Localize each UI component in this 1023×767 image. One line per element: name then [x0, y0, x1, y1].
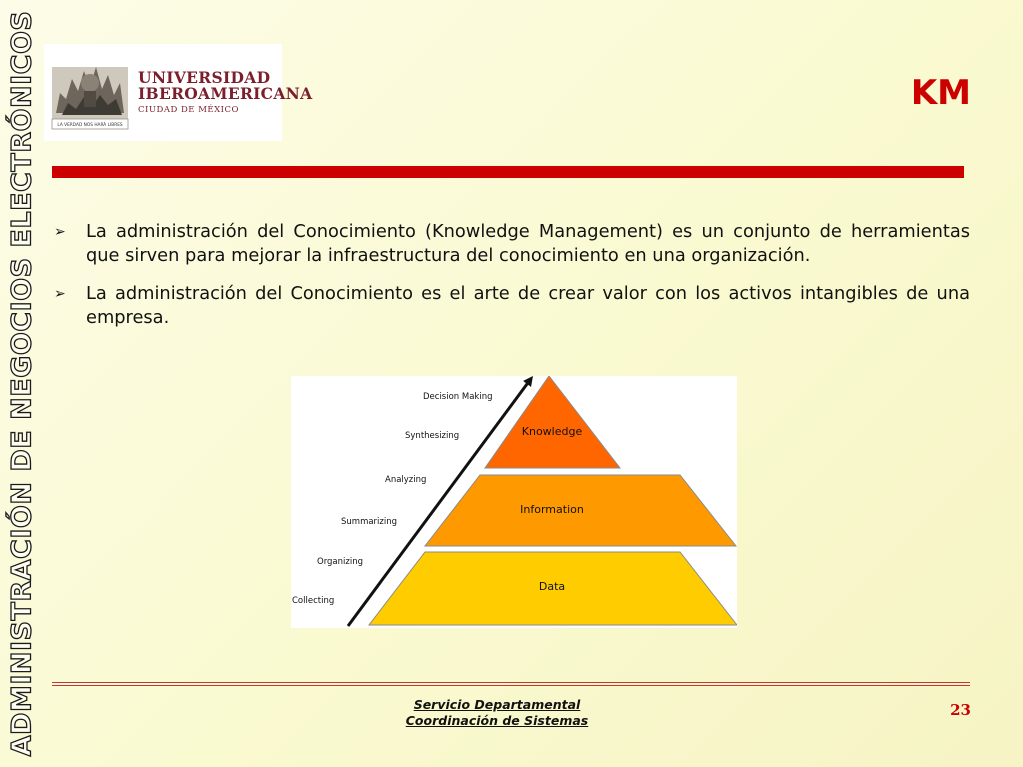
title-divider [52, 166, 964, 178]
step-label-synthesizing: Synthesizing [405, 431, 460, 441]
bullet-item [52, 220, 970, 268]
footer-line-1: Servicio Departamental [413, 697, 581, 712]
page-number: 23 [950, 701, 971, 719]
step-label-organizing: Organizing [317, 557, 363, 567]
footer-line-2: Coordinación de Sistemas [405, 713, 589, 728]
bullet-text: La administración del Conocimiento (Knowledge Management) es un conjunto de herramientas que sirven para mejorar la infraestructura del conocimiento en una organización. [86, 221, 970, 266]
step-label-decision-making: Decision Making [423, 392, 493, 402]
step-label-collecting: Collecting [292, 596, 335, 606]
logo-text [138, 67, 313, 116]
logo-line-3: CIUDAD DE MÉXICO [138, 105, 240, 116]
level-label-data: Data [538, 580, 566, 593]
side-title [2, 0, 42, 767]
footer-divider [52, 685, 970, 686]
side-title-text: ADMINISTRACIÓN DE NEGOCIOS ELECTRÓNICOS [6, 10, 38, 757]
step-label-analyzing: Analyzing [385, 475, 427, 485]
footer-credit [397, 697, 597, 729]
arrow-bullet-icon: ➢ [54, 224, 66, 240]
footer-divider [52, 682, 970, 683]
crest-icon [50, 53, 130, 133]
arrow-bullet-icon: ➢ [54, 286, 66, 302]
bullet-list [52, 220, 970, 344]
pyramid-level-knowledge [485, 376, 620, 468]
level-label-knowledge: Knowledge [521, 425, 583, 438]
level-label-information: Information [520, 503, 584, 516]
logo-line-2: IBEROAMERICANA [138, 84, 313, 104]
bullet-text: La administración del Conocimiento es el arte de crear valor con los activos intangibles de una empresa. [86, 283, 970, 328]
logo-motto: LA VERDAD NOS HARÁ LIBRES [57, 122, 123, 128]
step-label-summarizing: Summarizing [341, 517, 398, 527]
bullet-item [52, 282, 970, 330]
km-pyramid-diagram [291, 376, 737, 628]
pyramid-svg [291, 376, 737, 628]
university-logo [44, 44, 313, 141]
slide-title: KM [910, 73, 971, 113]
logo-line-1: UNIVERSIDAD [138, 67, 271, 87]
